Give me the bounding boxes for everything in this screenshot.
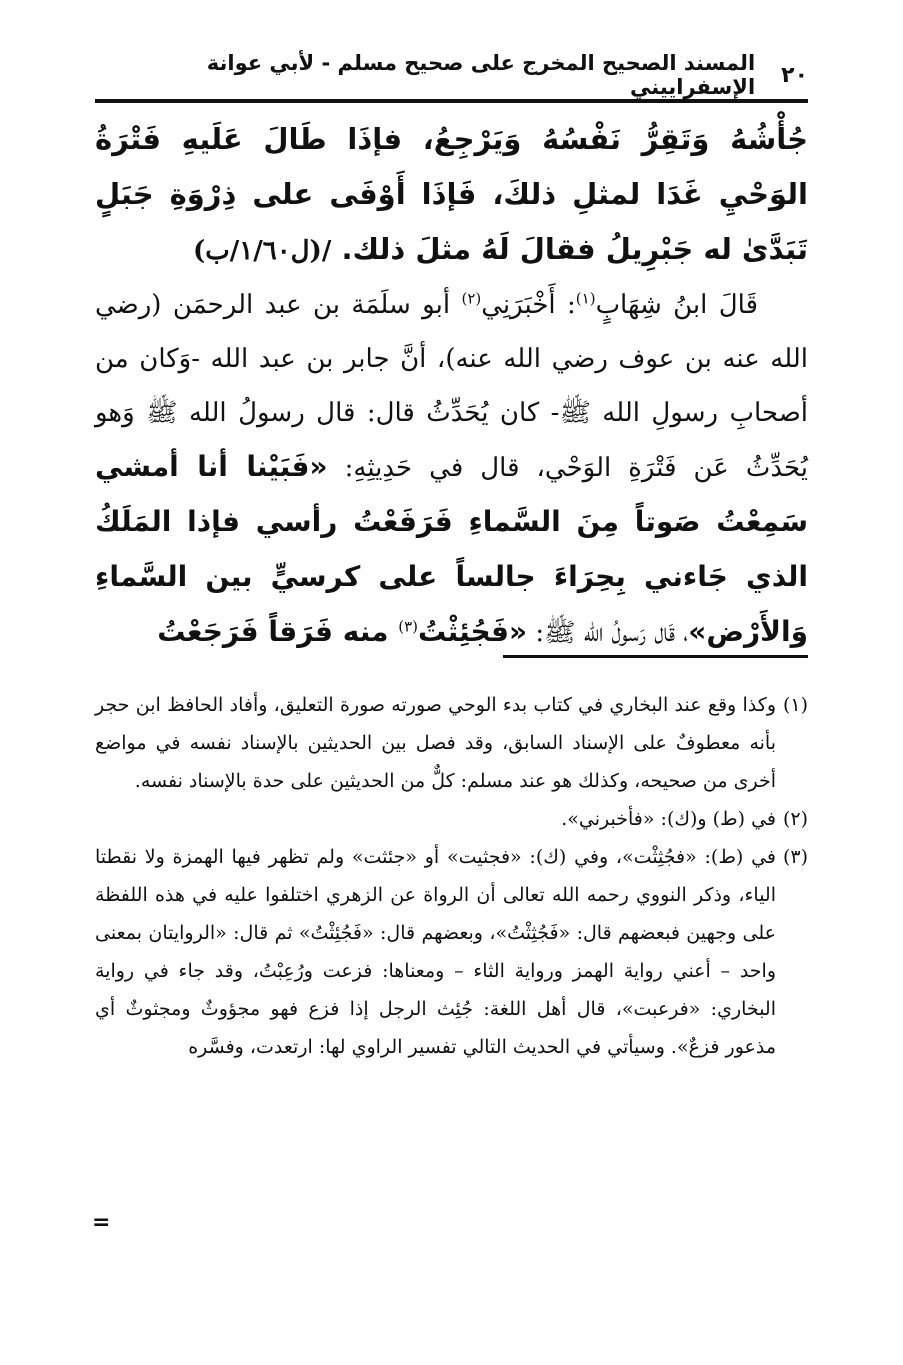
header-rule	[95, 99, 808, 103]
footnote-separator	[503, 655, 808, 658]
isnad-text: أبو سلَمَة بن عبد الرحمَن (رضي الله عنه بن عوف رضي الله عنه)، أنَّ جابر بن عبد الله -وَكان من أصحابِ رسولِ الله ﷺ- كان يُحَدِّثُ قال: قال رسولُ الله ﷺ وَهو يُحَدِّثُ عَن فَتْرَةِ الوَحْي، قال في حَدِيثِهِ:	[95, 290, 808, 483]
footnote-2	[95, 800, 808, 838]
footnote-text: وكذا وقع عند البخاري في كتاب بدء الوحي صورته صورة التعليق، وأفاد الحافظ ابن حجر بأنه معطوفٌ على الإسناد السابق، وقد فصل بين الحديثين بالإسناد نفسه في مواضع أخرى من صحيحه، وكذلك هو عند مسلم: كلٌّ من الحديثين على حدة بالإسناد نفسه.	[95, 694, 776, 792]
hadith-quote-2: «فَجُئِثْتُ	[418, 615, 528, 648]
main-text	[95, 112, 808, 660]
hadith-quote-3: منه فَرَقاً فَرَجَعْتُ	[157, 615, 399, 648]
footnote-number: (١)	[782, 694, 808, 716]
footnote-number: (٢)	[782, 808, 808, 830]
footnote-3	[95, 838, 808, 1066]
footnote-text: في (ط) و(ك): «فأخبرني».	[561, 808, 776, 830]
footnote-number: (٣)	[782, 846, 808, 868]
hadith-quote-1: «فَبَيْنا أنا أمشي سَمِعْتُ صَوتاً مِنَ السَّماءِ فَرَفَعْتُ رأسي فإذا المَلَكُ الذي جَاءني بِحِرَاءَ جالساً على كرسيٍّ بين السَّماءِ وَالأَرْض»	[95, 450, 808, 648]
running-title: المسند الصحيح المخرج على صحيح مسلم - لأبي عوانة الإسفراييني	[206, 51, 756, 99]
footnote-ref-3[interactable]: (٣)	[398, 617, 418, 636]
paragraph-2	[95, 278, 808, 660]
ibn-shihab-intro: قَالَ ابنُ شِهَابٍ	[595, 290, 758, 320]
footnotes	[95, 686, 808, 1066]
paragraph-1	[95, 112, 808, 278]
footnote-ref-1[interactable]: (١)	[575, 289, 596, 308]
manuscript-folio-ref: /(ل١/٦٠/ب)	[192, 236, 332, 266]
footnote-ref-2[interactable]: (٢)	[461, 289, 482, 308]
running-header	[95, 52, 808, 98]
prophet-said-text: ، قَال رَسولُ الله ﷺ:	[527, 618, 689, 648]
footnote-1	[95, 686, 808, 800]
footnote-text: في (ط): «فجُثِثْت»، وفي (ك): «فجثيت» أو «جئثت» ولم تظهر فيها الهمزة ولا نقطتا الياء، وذكر النووي رحمه الله تعالى أن الرواة عن الزهري اختلفوا عليه في هذه اللفظة على وجهين فبعضهم قال: «فَجُثِثْتُ»، وبعضهم قال: «فَجُئِثْتُ» ثم قال: «الروايتان بمعنى واحد – أعني رواية الهمز ورواية الثاء – ومعناها: فزعت ورُعِبْتُ، وقد جاء في رواية البخاري: «فرعبت»، قال أهل اللغة: جُئِث الرجل إذا فزع فهو مجؤوثٌ ومجثوثٌ أي مذعور فزعٌ». وسيأتي في الحديث التالي تفسير الراوي لها: ارتعدت، وفسَّره	[95, 846, 776, 1058]
akhbarani-text: : أَخْبَرَنِي	[481, 290, 576, 320]
paragraph-1-text: جُأْشُهُ وَتَقِرُّ نَفْسُهُ وَيَرْجِعُ، فإذَا طَالَ عَلَيهِ فَتْرَةُ الوَحْيِ غَدَا لمثلِ ذلكَ، فَإذَا أَوْفَى على ذِرْوَةِ جَبَلٍ تَبَدَّىٰ له جَبْرِيلُ فقالَ لَهُ مثلَ ذلك.	[95, 122, 808, 266]
page-number: ٢٠	[781, 62, 808, 88]
continuation-mark: =	[92, 1210, 111, 1235]
